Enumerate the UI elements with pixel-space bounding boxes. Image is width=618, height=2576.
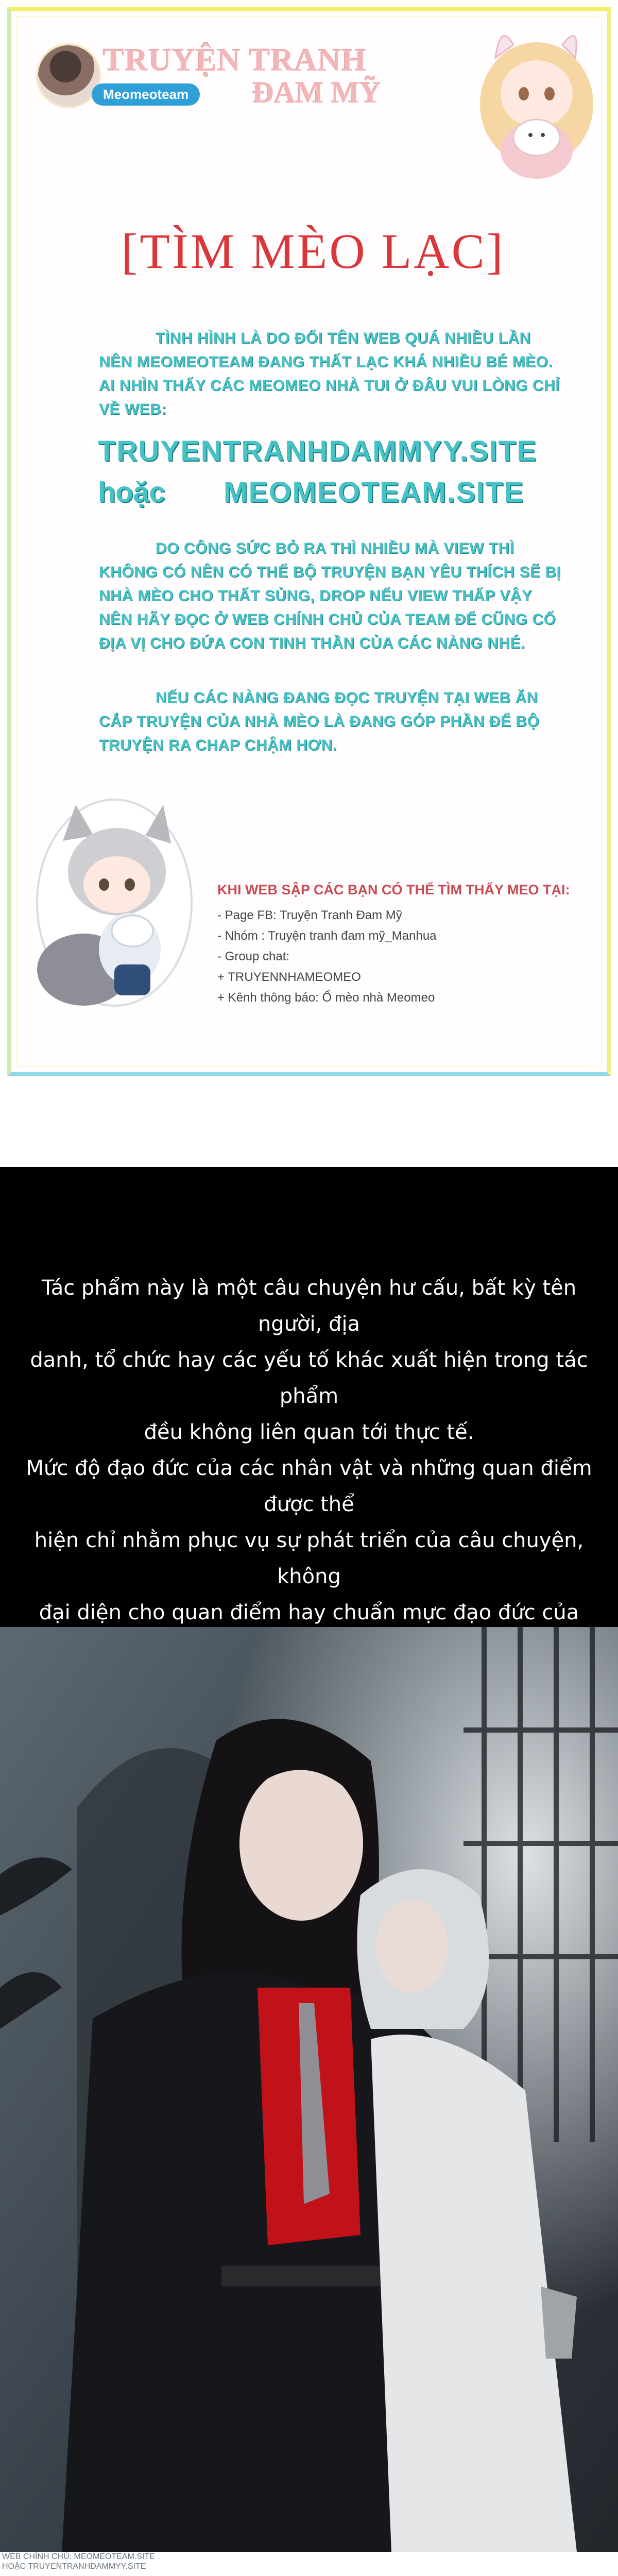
source-credit (2, 2552, 155, 2571)
site-link-primary[interactable]: TRUYENTRANHDAMMYY.SITE (98, 434, 537, 467)
credit-line-1: WEB CHÍNH CHỦ: MEOMEOTEAM.SITE (2, 2552, 155, 2561)
chibi-boy-illustration (27, 794, 197, 1021)
notice-paragraph-2 (99, 537, 562, 655)
cover-illustration (0, 1627, 618, 2552)
notice-paragraph-1 (99, 327, 562, 421)
notice-card (7, 7, 611, 1076)
disclaimer-line: đều không liên quan tới thực tế. (144, 1420, 474, 1444)
contact-item-group-chat-label: - Group chat: (217, 950, 290, 963)
brand-logo (36, 33, 381, 110)
notice-title: [TÌM MÈO LẠC] (121, 224, 505, 279)
site-link-secondary[interactable]: MEOMEOTEAM.SITE (224, 476, 524, 508)
disclaimer-line: Tác phẩm này là một câu chuyện hư cấu, bất kỳ tên người, địa (41, 1276, 577, 1336)
site-or-label: hoặc (98, 476, 165, 508)
brand-title-line1: TRUYỆN TRANH (103, 43, 367, 78)
notice-paragraph-1-text: TÌNH HÌNH LÀ DO ĐỔI TÊN WEB QUÁ NHIỀU LẦN NÊN MEOMEOTEAM ĐANG THẤT LẠC KHÁ NHIỀU BÉ MÈO. AI NHÌN THẤY CÁC MEOMEO NHÀ TUI Ở ĐÂU VUI LÒNG CHỈ VỀ WEB: (99, 330, 560, 418)
credit-line-2: HOẶC TRUYENTRANHDAMMYY.SITE (2, 2562, 146, 2571)
brand-team-badge: Meomeoteam (92, 83, 200, 106)
contacts-panel (217, 882, 598, 1008)
contact-item-channel[interactable]: + Kênh thông báo: Ổ mèo nhà Meomeo (217, 991, 435, 1005)
disclaimer-line: hiện chỉ nhằm phục vụ sự phát triển của câu chuyện, không (34, 1529, 584, 1588)
brand-title-line2: ĐAM MỸ (252, 76, 381, 109)
contact-item-group-chat[interactable]: + TRUYENNHAMEOMEO (217, 970, 361, 984)
brand-avatar (36, 43, 101, 108)
contact-item-fb-page[interactable]: - Page FB: Truyện Tranh Đam Mỹ (217, 908, 402, 922)
disclaimer-panel (0, 1167, 618, 1628)
disclaimer-line: danh, tổ chức hay các yếu tố khác xuất hiện trong tác phẩm (30, 1348, 588, 1408)
disclaimer-line: đại diện cho quan điểm hay chuẩn mực đạo đức của (39, 1601, 579, 1624)
notice-paragraph-3-text: NẾU CÁC NÀNG ĐANG ĐỌC TRUYỆN TẠI WEB ĂN CẮP TRUYỆN CỦA NHÀ MÈO LÀ ĐANG GÓP PHẦN ĐỂ BỘ TRUYỆN RA CHAP CHẬM HƠN. (99, 689, 540, 754)
chibi-girl-illustration (465, 22, 609, 192)
notice-paragraph-3 (99, 686, 562, 757)
cover-artwork (0, 1627, 618, 2552)
notice-paragraph-2-text: DO CÔNG SỨC BỎ RA THÌ NHIỀU MÀ VIEW THÌ KHÔNG CÓ NÊN CÓ THỂ BỘ TRUYỆN BẠN YÊU THÍCH SẼ BỊ NHÀ MÈO CHO THẤT SỦNG, DROP NẾU VIEW THẤP VẬY NÊN HÃY ĐỌC Ở WEB CHÍNH CHỦ CỦA TEAM ĐỂ CŨNG CỐ ĐỊA VỊ CHO ĐỨA CON TINH THẦN CỦA CÁC NÀNG NHÉ. (99, 540, 561, 652)
contacts-heading: KHI WEB SẬP CÁC BẠN CÓ THỂ TÌM THẤY MEO TẠI: (217, 882, 570, 897)
disclaimer-text (21, 1270, 597, 1667)
disclaimer-line: Mức độ đạo đức của các nhân vật và những quan điểm được thể (26, 1456, 592, 1516)
contact-item-group[interactable]: - Nhóm : Truyện tranh đam mỹ_Manhua (217, 929, 437, 943)
